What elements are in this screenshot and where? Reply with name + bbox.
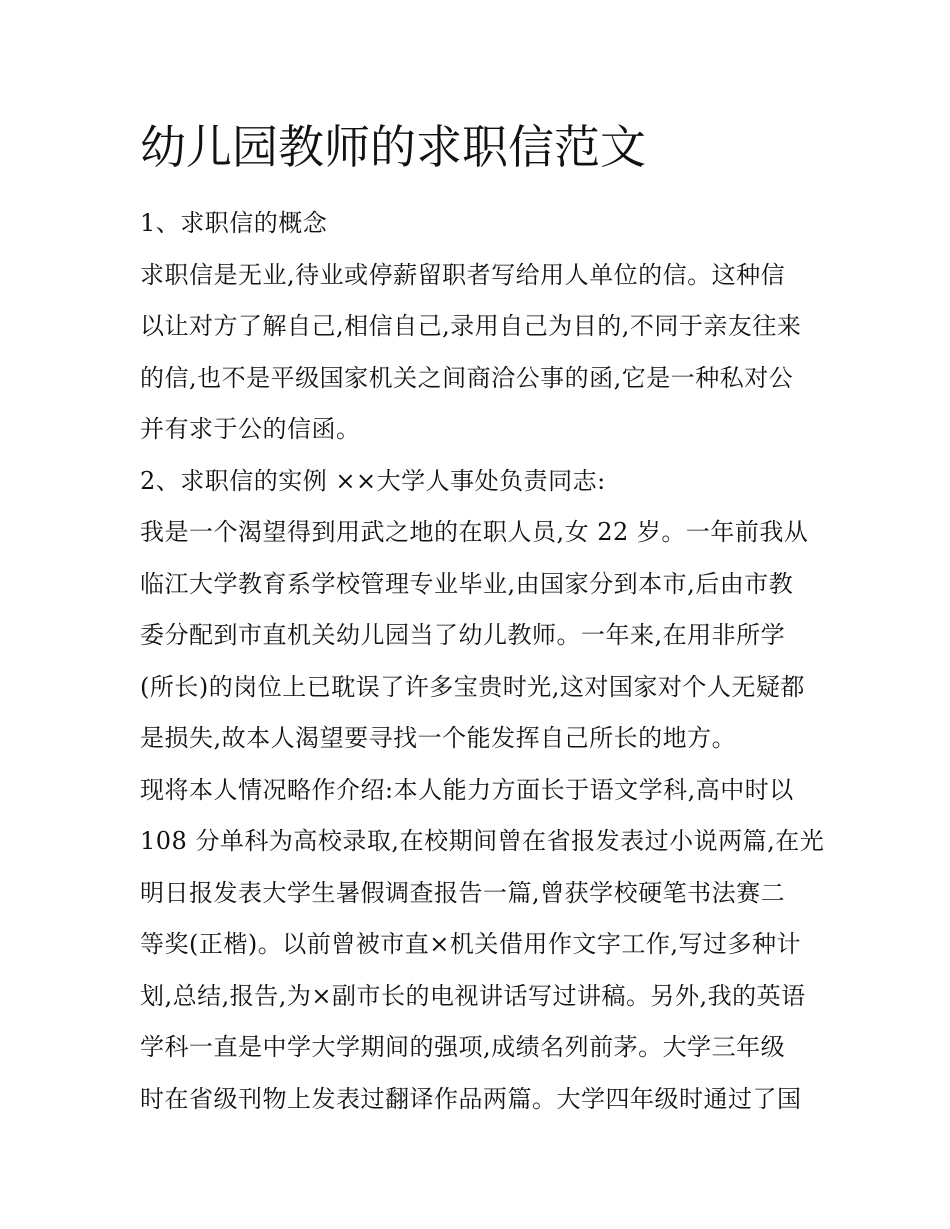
body-line: 现将本人情况略作介绍:本人能力方面长于语文学科,高中时以 — [140, 775, 794, 804]
body-line: 明日报发表大学生暑假调查报告一篇,曾获学校硬笔书法赛二 — [140, 878, 786, 907]
body-line: 我是一个渴望得到用武之地的在职人员,女 22 岁。一年前我从 — [140, 518, 809, 546]
body-line: 是损失,故本人渴望要寻找一个能发挥自己所长的地方。 — [140, 724, 737, 752]
body-line: 求职信是无业,待业或停薪留职者写给用人单位的信。这种信 — [140, 260, 786, 289]
body-line: 1、求职信的概念 — [140, 209, 328, 237]
body-line: 划,总结,报告,为×副市长的电视讲话写过讲稿。另外,我的英语 — [140, 981, 806, 1010]
body-line: 并有求于公的信函。 — [140, 415, 361, 443]
document-body — [140, 202, 825, 1129]
body-line: 108 分单科为高校录取,在校期间曾在省报发表过小说两篇,在光 — [140, 827, 825, 855]
body-line: 2、求职信的实例 ××大学人事处负责同志: — [140, 466, 606, 495]
body-line: 等奖(正楷)。以前曾被市直×机关借用作文字工作,写过多种计 — [140, 930, 801, 958]
body-line: 时在省级刊物上发表过翻译作品两篇。大学四年级时通过了国 — [140, 1084, 802, 1113]
body-line: 学科一直是中学大学期间的强项,成绩名列前茅。大学三年级 — [140, 1033, 786, 1061]
body-line: 临江大学教育系学校管理专业毕业,由国家分到本市,后由市教 — [140, 569, 794, 598]
body-line: 以让对方了解自己,相信自己,录用自己为目的,不同于亲友往来 — [140, 312, 802, 340]
body-line: 的信,也不是平级国家机关之间商洽公事的函,它是一种私对公 — [140, 363, 794, 392]
body-line: 委分配到市直机关幼儿园当了幼儿教师。一年来,在用非所学 — [140, 621, 786, 649]
body-line: (所长)的岗位上已耽误了许多宝贵时光,这对国家对个人无疑都 — [140, 672, 805, 701]
document-title: 幼儿园教师的求职信范文 — [140, 120, 646, 174]
